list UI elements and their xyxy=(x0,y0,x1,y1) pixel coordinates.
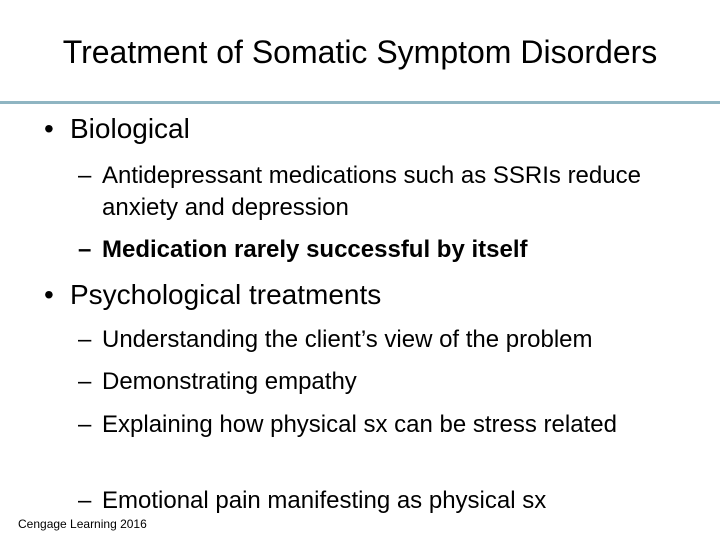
dash-icon: – xyxy=(78,411,92,438)
bullet-biological xyxy=(44,113,190,145)
bullet-psychological xyxy=(44,279,381,311)
dash-icon: – xyxy=(78,162,92,189)
sub-bullet-text: Emotional pain manifesting as physical sx xyxy=(102,487,547,514)
sub-bullet-antidepressants xyxy=(78,160,708,224)
dash-icon: – xyxy=(78,368,92,395)
sub-bullet-text: Demonstrating empathy xyxy=(102,368,357,395)
bullet-icon: • xyxy=(44,279,54,310)
sub-bullet-emotional-pain xyxy=(78,485,708,517)
bullet-icon: • xyxy=(44,113,54,144)
sub-bullet-text: Explaining how physical sx can be stress related xyxy=(102,411,617,438)
dash-icon: – xyxy=(78,326,92,353)
slide-title: Treatment of Somatic Symptom Disorders xyxy=(62,34,658,70)
footer-credit: Cengage Learning 2016 xyxy=(18,517,147,531)
sub-bullet-text: Medication rarely successful by itself xyxy=(102,236,528,263)
dash-icon: – xyxy=(78,236,92,263)
sub-bullet-empathy xyxy=(78,366,708,398)
sub-bullet-understanding xyxy=(78,324,708,356)
sub-bullet-stress xyxy=(78,409,638,441)
sub-bullet-text: Understanding the client’s view of the problem xyxy=(102,326,593,353)
sub-bullet-text: Antidepressant medications such as SSRIs reduce anxiety and depression xyxy=(102,162,641,221)
sub-bullet-medication xyxy=(78,234,708,266)
bullet-heading: Psychological treatments xyxy=(70,279,382,310)
bullet-heading: Biological xyxy=(70,113,190,144)
dash-icon: – xyxy=(78,487,92,514)
title-divider xyxy=(0,101,720,104)
